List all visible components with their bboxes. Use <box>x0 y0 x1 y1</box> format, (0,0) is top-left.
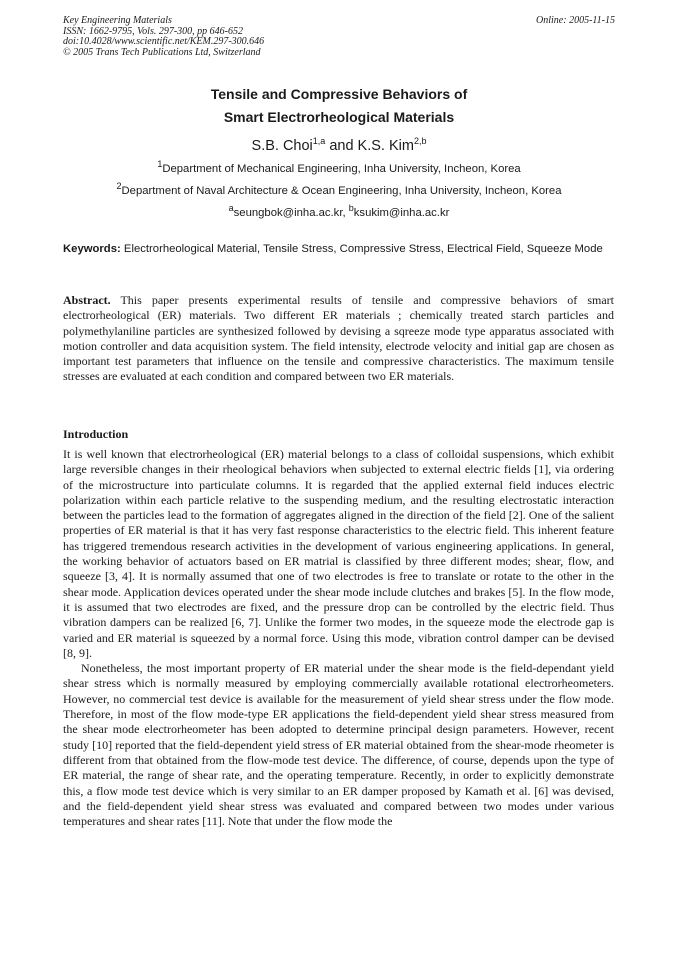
aff2-sup: 2 <box>116 181 122 192</box>
intro-paragraph-2: Nonetheless, the most important property of ER material under the shear mode is the field-dependant yield shear stress which is normally measured by employing commercially available rotational electrorheometers. However, no commercial test device is available for the measurement of yield shear stress under the flow mode. Therefore, in most of the flow mode-type ER applications the field-dependent yield shear stress measured from the shear mode electrorheometer has been adopted to determine principal design parameters. However, recent study [10] reported that the field-dependent yield stress of ER material obtained from the shear-mode rheometer is different from that obtained from the flow-mode test device. The difference, of course, depends upon the type of ER material, the range of shear rate, and the operating temperature. Recently, in order to explicitly demonstrate this, a flow mode test device which is very similar to an ER damper proposed by Kamath et al. [6] was devised, and the field-dependent yield shear stress was evaluated and compared between two modes under various temperatures and shear rates [11]. Note that under the flow mode the <box>63 661 614 829</box>
abstract-label: Abstract. <box>63 293 111 307</box>
introduction-body <box>63 447 614 829</box>
email-a[interactable]: seungbok@inha.ac.kr, <box>233 207 349 219</box>
issn-line: ISSN: 1662-9795, Vols. 297-300, pp 646-652 <box>63 25 243 37</box>
email-b-sup: b <box>348 203 354 214</box>
affiliation-2 <box>0 181 678 197</box>
aff1-text: Department of Mechanical Engineering, Inha University, Incheon, Korea <box>162 163 521 175</box>
email-line <box>0 203 678 219</box>
affiliation-1 <box>0 159 678 175</box>
author-line <box>0 138 678 154</box>
paper-title <box>0 83 678 129</box>
author-1: S.B. Choi <box>251 138 313 154</box>
keywords-label: Keywords: <box>63 243 121 255</box>
author-conj: and <box>325 138 358 154</box>
journal-info <box>63 16 615 58</box>
intro-paragraph-1: It is well known that electrorheological (ER) material belongs to a class of colloidal suspensions, which exhibit large reversible changes in their rheological behaviors when subjected to external electric fields [1], via ordering of the microstructure into particulate columns. It is regarded that the applied external field induces electric polarization within each particle relative to the suspending medium, and the resulting electrostatic interaction between the particles lead to the formation of aggregates aligned in the direction of the field [2]. One of the salient properties of ER material is that it has very fast response characteristics to the electric field. This inherent feature has triggered tremendous research activities in the development of various engineering applications. In general, the working behavior of actuators based on ER matrial is classified by three different modes; shear, flow, and squeeze [3, 4]. It is normally assumed that one of two electrodes is free to translate or rotate to the other in the shear mode. Application devices operated under the shear mode include clutches and brakes [5]. In the flow mode, it is assumed that two electrodes are fixed, and the pressure drop can be controlled by the electric field. Thus vibration dampers can be realized [6, 7]. Unlike the former two modes, in the squeeze mode the electrode gap is varied and ER material is squeezed by a normal force. Using this mode, vibration control damper can be devised [8, 9]. <box>63 447 614 660</box>
aff1-sup: 1 <box>157 159 163 170</box>
doi-line[interactable]: doi:10.4028/www.scientific.net/KEM.297-300.646 <box>63 36 265 47</box>
author-1-sup: 1,a <box>312 136 326 147</box>
title-line-2: Smart Electrorheological Materials <box>223 109 455 125</box>
aff2-text: Department of Naval Architecture & Ocean Engineering, Inha University, Incheon, Korea <box>121 185 562 197</box>
author-2: K.S. Kim <box>357 138 414 154</box>
keywords-block <box>63 241 614 258</box>
abstract-block <box>63 293 614 385</box>
email-a-sup: a <box>228 203 234 214</box>
abstract-text: This paper presents experimental results of tensile and compressive behaviors of smart electrorheological (ER) materials. Two different ER materials ; chemically treated starch particles and polymethylaniline particles are synthesized followed by devising a sqreeze mode type apparatus associated with motion controller and data acquisition system. The field intensity, electrode velocity and initial gap are chosen as important test parameters that influence on the tensile and compressive characteristics. The maximum tensile stresses are evaluated at each condition and compared between two ER materials. <box>63 293 614 384</box>
author-2-sup: 2,b <box>413 136 427 147</box>
title-line-1: Tensile and Compressive Behaviors of <box>210 86 468 102</box>
online-date: Online: 2005-11-15 <box>536 15 615 26</box>
keywords-text: Electrorheological Material, Tensile Stress, Compressive Stress, Electrical Field, Squeeze Mode <box>120 243 603 255</box>
copyright-line: © 2005 Trans Tech Publications Ltd, Switzerland <box>63 46 261 58</box>
journal-header <box>63 16 615 58</box>
email-b[interactable]: ksukim@inha.ac.kr <box>353 207 450 219</box>
journal-name: Key Engineering Materials <box>63 15 172 26</box>
introduction-heading: Introduction <box>63 427 129 441</box>
